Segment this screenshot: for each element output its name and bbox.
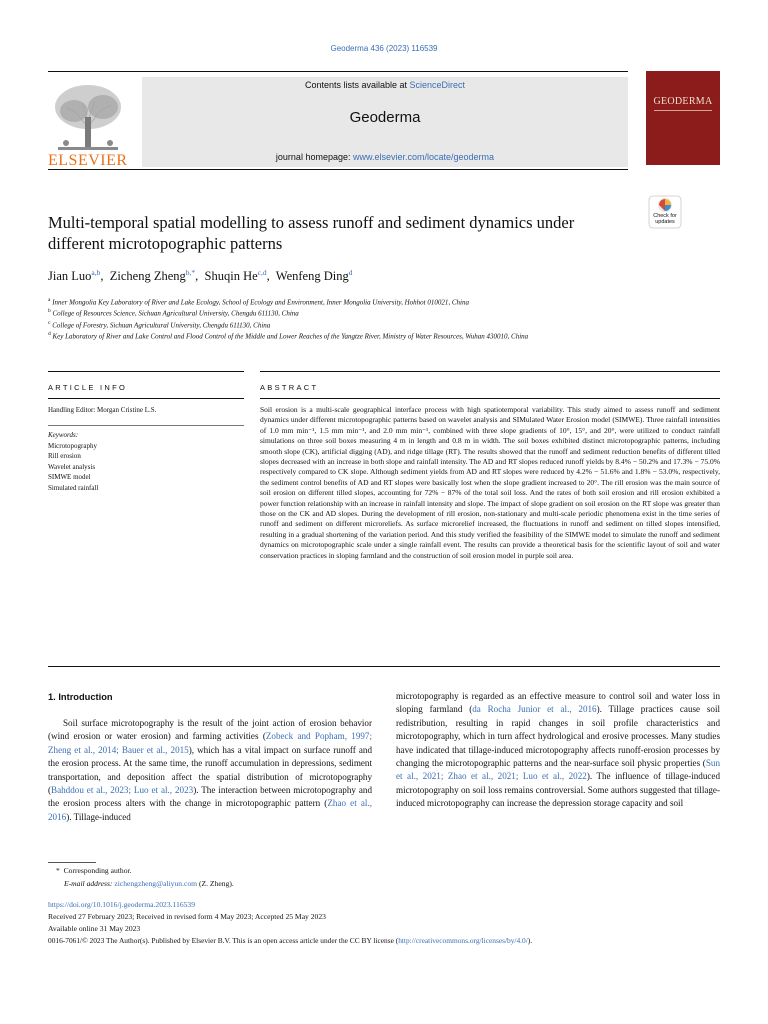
affiliation bbox=[48, 319, 688, 330]
intro-text: ), which has a vital impact on surface runoff and the erosion process. At the same time, the runoff accumulation in depressions, sediment transportation, and deposition affect the spatial distribution of microtopography ( bbox=[48, 744, 373, 796]
homepage-prefix: journal homepage: bbox=[275, 152, 353, 162]
author-name[interactable]: Wenfeng Ding bbox=[275, 269, 349, 284]
received-dates: Received 27 February 2023; Received in revised form 4 May 2023; Accepted 25 May 2023 bbox=[48, 912, 326, 921]
contents-prefix: Contents lists available at bbox=[304, 80, 410, 90]
citation-link[interactable]: da Rocha Junior et al., 2016 bbox=[472, 704, 597, 715]
corresponding-text: Corresponding author. bbox=[63, 866, 132, 875]
affiliation-text: College of Resources Science, Sichuan Agricultural University, Chengdu 611130, China bbox=[52, 309, 299, 318]
author-name[interactable]: Jian Luo bbox=[48, 269, 92, 284]
intro-text: ). Tillage-induced bbox=[66, 811, 131, 822]
citation-link[interactable]: Zobeck and Popham, 1997; Zheng et al., 2014; Bauer et al., 2015 bbox=[48, 731, 373, 755]
abstract-text: Soil erosion is a multi-scale geographical interface process with high spatiotemporal variability. This study aimed to assess runoff and sediment dynamics under different microtopographic patterns based on wavelet analysis and SIMulated Water Erosion model (SIMWE). Three rainfall intensities of 1.0 mm min⁻¹, 1.5 mm min⁻¹, and 2.0 mm min⁻¹, combined with three slope gradients of 10°, 15°, and 20°, were utilized to conduct rainfall simulations on three soil boxes measuring 4 m in length and 0.8 m in width. The soil boxes exhibited distinct microtopographic patterns, including smooth slope (CK), artificial digging (AD), and ridge tillage (RT). The results showed that the runoff and sediment reduction benefits of different tilled slopes decreased with an increase in both slope and rainfall intensity. The AD and RT slopes reduced runoff yields by 8.4% − 50.2% and 17.3% − 75.0% respectively compared to CK slope. Although sediment yields from AD and RT slopes were reduced by 4.2% − 51.6% and 1.8% − 53.0%, respectively, the sediment control benefits of AD and RT slopes were basically lost when the slope gradient increased to 20°. The rill erosion was the main source of soil erosion on different tilled slopes, accounting for 72% − 87% of the total soil loss. And the rates of both soil erosion and rill erosion exhibited a power function relationship with an increase in rainfall intensity and slope. The impact of slope gradient on soil erosion on the RT slope was greater than those on the CK and AD slopes. During the development of rill erosion, non-stationary and multi-scale periodic phenomena exist in the time series of runoff and sediment on different microreliefs. As surface microrelief increased, the fluctuations in runoff and sediment on tilled slopes intensified, resulting in a gradual shortening of the variation period. And this study verified the feasibility of the SIMWE model to simulate the runoff and sediment dynamics on microtopographic scale under a single rainfall event. The results can provide a theoretical basis for the scientific layout of soil and water conservation practices in sloping farmland and the construction of soil erosion model in purple soil area. bbox=[260, 405, 720, 560]
article-info-rule bbox=[48, 371, 244, 372]
doi-link[interactable]: https://doi.org/10.1016/j.geoderma.2023.116539 bbox=[48, 900, 196, 909]
abstract-divider bbox=[260, 398, 720, 399]
author-list: Jian Luo$^{a,b}$, Zicheng Zheng$^{b,*}$, Shuqin He$^{c,d}$, Wenfeng Ding$^d$ bbox=[48, 268, 353, 284]
affiliation bbox=[48, 296, 688, 307]
available-online: Available online 31 May 2023 bbox=[48, 924, 141, 933]
keyword: Wavelet analysis bbox=[48, 462, 96, 471]
intro-text: ). Tillage practices cause soil redistribution, resulting in rapid changes in soil profile characteristics and microtopography, which in turn affect hydrological and erosive processes. Many studies have indicated that tillage-induced microtopography affects runoff-erosion processes by changing the microtopographic patterns and the near-surface soil physic properties ( bbox=[396, 704, 720, 769]
header-rule-top bbox=[48, 71, 628, 72]
journal-cover[interactable] bbox=[646, 71, 720, 165]
corresponding-author-note bbox=[56, 866, 132, 876]
abstract-heading: ABSTRACT bbox=[260, 383, 319, 392]
handling-editor: Handling Editor: Morgan Cristine L.S. bbox=[48, 406, 157, 414]
introduction-heading: 1. Introduction bbox=[48, 692, 113, 702]
cover-divider bbox=[654, 110, 712, 111]
email-link[interactable]: zichengzheng@aliyun.com bbox=[114, 879, 198, 888]
affiliation-mark: d bbox=[48, 331, 51, 337]
footnote-rule bbox=[48, 862, 96, 863]
email-note bbox=[64, 879, 234, 889]
citation-link[interactable]: Bahddou et al., 2023; Luo et al., 2023 bbox=[51, 785, 194, 796]
journal-name: Geoderma bbox=[349, 109, 421, 126]
affiliation-text: Inner Mongolia Key Laboratory of River and Lake Ecology, School of Ecology and Environment, Inner Mongolia University, Hohhot 010021, China bbox=[52, 298, 469, 307]
license-prefix: 0016-7061/© 2023 The Author(s). Published by Elsevier B.V. This is an open access article under the CC BY license ( bbox=[48, 936, 399, 945]
affiliation bbox=[48, 330, 688, 341]
sciencedirect-link[interactable]: ScienceDirect bbox=[409, 80, 466, 90]
keywords-block bbox=[48, 430, 244, 494]
keyword: SIMWE model bbox=[48, 473, 91, 482]
contents-line bbox=[142, 80, 628, 90]
intro-text: ). The influence of tillage-induced microtopography on soil loss remains controversial. Some authors suggested that tillage-induced microtopography can increase the depression storage capacity and soil bbox=[396, 771, 720, 809]
license-note bbox=[48, 936, 728, 946]
keyword: Rill erosion bbox=[48, 452, 81, 461]
author-affil-marks[interactable]: b,* bbox=[185, 268, 196, 277]
author-affil-marks[interactable]: d bbox=[348, 268, 353, 277]
header-rule-bottom bbox=[48, 169, 628, 170]
abstract-rule bbox=[260, 371, 720, 372]
affiliation-text: Key Laboratory of River and Lake Control and Flood Control of the Middle and Lower Reaches of the Yangtze River, Ministry of Water Resources, Wuhan 430010, China bbox=[52, 332, 529, 341]
homepage-line bbox=[142, 152, 628, 162]
intro-text: microtopography is regarded as an effective measure to control soil and water loss in sloping farmland ( bbox=[396, 691, 720, 715]
article-info-heading: ARTICLE INFO bbox=[48, 383, 128, 392]
cover-title: GEODERMA bbox=[653, 96, 713, 107]
corresponding-mark: * bbox=[56, 866, 60, 875]
affiliation-text: College of Forestry, Sichuan Agricultural University, Chengdu 611130, China bbox=[52, 321, 271, 330]
keyword: Simulated rainfall bbox=[48, 483, 99, 492]
author-affil-marks[interactable]: c,d bbox=[257, 268, 267, 277]
license-suffix: ). bbox=[527, 936, 533, 945]
email-suffix: (Z. Zheng). bbox=[198, 879, 234, 888]
affiliation bbox=[48, 307, 688, 318]
article-title: Multi-temporal spatial modelling to assess runoff and sediment dynamics under different microtopographic patterns bbox=[48, 213, 575, 253]
citation-link[interactable]: Zhao et al., 2016 bbox=[48, 798, 372, 822]
license-link[interactable]: http://creativecommons.org/licenses/by/4.0/ bbox=[398, 936, 528, 945]
author-affil-marks[interactable]: a,b bbox=[91, 268, 101, 277]
journal-reference[interactable]: Geoderma 436 (2023) 116539 bbox=[330, 44, 438, 53]
intro-right-column bbox=[396, 690, 720, 811]
keywords-divider bbox=[48, 425, 244, 426]
abstract-bottom-rule bbox=[48, 666, 720, 667]
homepage-link[interactable]: www.elsevier.com/locate/geoderma bbox=[352, 152, 495, 162]
affiliation-mark: a bbox=[48, 297, 51, 303]
intro-text: ). The interaction between microtopography and the erosion process alters with the change in microtopographic pattern ( bbox=[48, 785, 372, 809]
intro-left-column bbox=[48, 717, 372, 824]
citation-link[interactable]: Sun et al., 2021; Zhao et al., 2021; Luo et al., 2022 bbox=[396, 758, 720, 782]
email-label: E-mail address: bbox=[64, 879, 113, 888]
keywords-label: Keywords: bbox=[48, 431, 79, 439]
author-name[interactable]: Zicheng Zheng bbox=[109, 269, 186, 284]
keyword: Microtopography bbox=[48, 441, 97, 450]
check-updates-text: Check for updates bbox=[653, 213, 677, 225]
affiliation-mark: b bbox=[48, 308, 51, 314]
intro-text: Soil surface microtopography is the result of the joint action of erosion behavior (wind erosion or water erosion) and farming activities ( bbox=[48, 718, 372, 742]
article-info-divider bbox=[48, 398, 244, 399]
elsevier-logo-text: ELSEVIER bbox=[48, 152, 128, 169]
affiliation-mark: c bbox=[48, 320, 51, 326]
author-name[interactable]: Shuqin He bbox=[204, 269, 258, 284]
